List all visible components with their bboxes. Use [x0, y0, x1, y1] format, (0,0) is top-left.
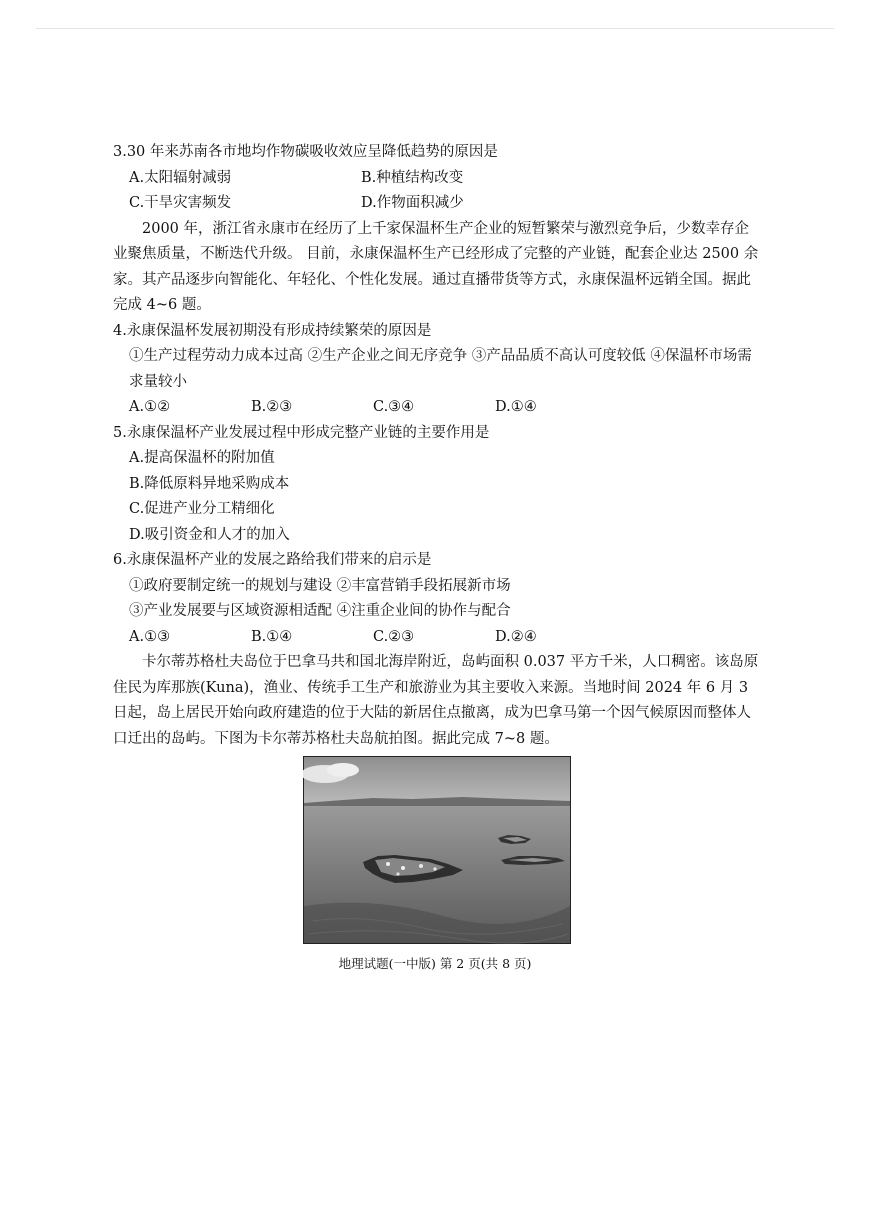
question-4-option-d: D.①④ — [495, 399, 537, 415]
question-5-option-c: C.促进产业分工精细化 — [129, 501, 275, 517]
question-3-option-c: C.干旱灾害频发 — [129, 195, 232, 211]
question-4-statements: ①生产过程劳动力成本过高 ②生产企业之间无序竞争 ③产品品质不高认可度较低 ④保温杯市场需求量较小 — [129, 348, 752, 390]
question-4-option-b: B.②③ — [251, 399, 293, 415]
exam-page-content — [113, 140, 763, 944]
page-footer: 地理试题(一中版) 第 2 页(共 8 页) — [338, 956, 532, 971]
question-6-option-b: B.①④ — [251, 628, 293, 645]
question-6-stem: 6.永康保温杯产业的发展之路给我们带来的启示是 — [113, 552, 432, 568]
question-6-options — [113, 625, 763, 651]
question-4-options — [113, 395, 763, 421]
page-top-rule — [36, 28, 834, 29]
passage-island: 卡尔蒂苏格杜夫岛位于巴拿马共和国北海岸附近，岛屿面积 0.037 平方千米，人口稠密。该岛原住民为库那族(Kuna)，渔业、传统手工生产和旅游业为其主要收入来源。当地时间 2024 年 6 月 3 日起，岛上居民开始向政府建造的位于大陆的新居住点撤离，成为巴拿马第一个因气候原因而整体人口迁出的岛屿。下图为卡尔蒂苏格杜夫岛航拍图。据此完成 7~8 题。 — [113, 654, 759, 747]
question-6-option-a: A.①③ — [129, 628, 171, 645]
aerial-photo-island — [303, 756, 571, 944]
question-3-option-b: B.种植结构改变 — [361, 169, 464, 186]
question-5-option-d: D.吸引资金和人才的加入 — [129, 526, 290, 543]
question-3-stem: 3.30 年来苏南各市地均作物碳吸收效应呈降低趋势的原因是 — [113, 144, 498, 160]
question-6-statement-line2: ③产业发展要与区域资源相适配 ④注重企业间的协作与配合 — [129, 603, 511, 619]
question-6-option-c: C.②③ — [373, 628, 415, 645]
question-6-statement-line1: ①政府要制定统一的规划与建设 ②丰富营销手段拓展新市场 — [129, 577, 511, 594]
question-3-options-row1 — [113, 166, 763, 192]
question-3-option-d: D.作物面积减少 — [361, 195, 464, 211]
question-4-stem: 4.永康保温杯发展初期没有形成持续繁荣的原因是 — [113, 322, 432, 339]
question-4-option-a: A.①② — [129, 399, 171, 415]
question-4-option-c: C.③④ — [373, 399, 415, 415]
aerial-photo-graphic — [303, 756, 571, 944]
question-5-option-a: A.提高保温杯的附加值 — [129, 450, 275, 466]
question-5-option-b: B.降低原料异地采购成本 — [129, 475, 290, 492]
passage-yongkang: 2000 年，浙江省永康市在经历了上千家保温杯生产企业的短暂繁荣与激烈竞争后，少数幸存企业聚焦质量，不断迭代升级。 目前，永康保温杯生产已经形成了完整的产业链，配套企业达 2500 余家。其产品逐步向智能化、年轻化、个性化发展。通过直播带货等方式，永康保温杯远销全国。据此完成 4~6 题。 — [113, 220, 759, 313]
question-3-options-row2 — [113, 191, 763, 217]
question-3-option-a: A.太阳辐射减弱 — [129, 169, 232, 186]
question-6-option-d: D.②④ — [495, 628, 537, 645]
question-5-stem: 5.永康保温杯产业发展过程中形成完整产业链的主要作用是 — [113, 424, 490, 441]
